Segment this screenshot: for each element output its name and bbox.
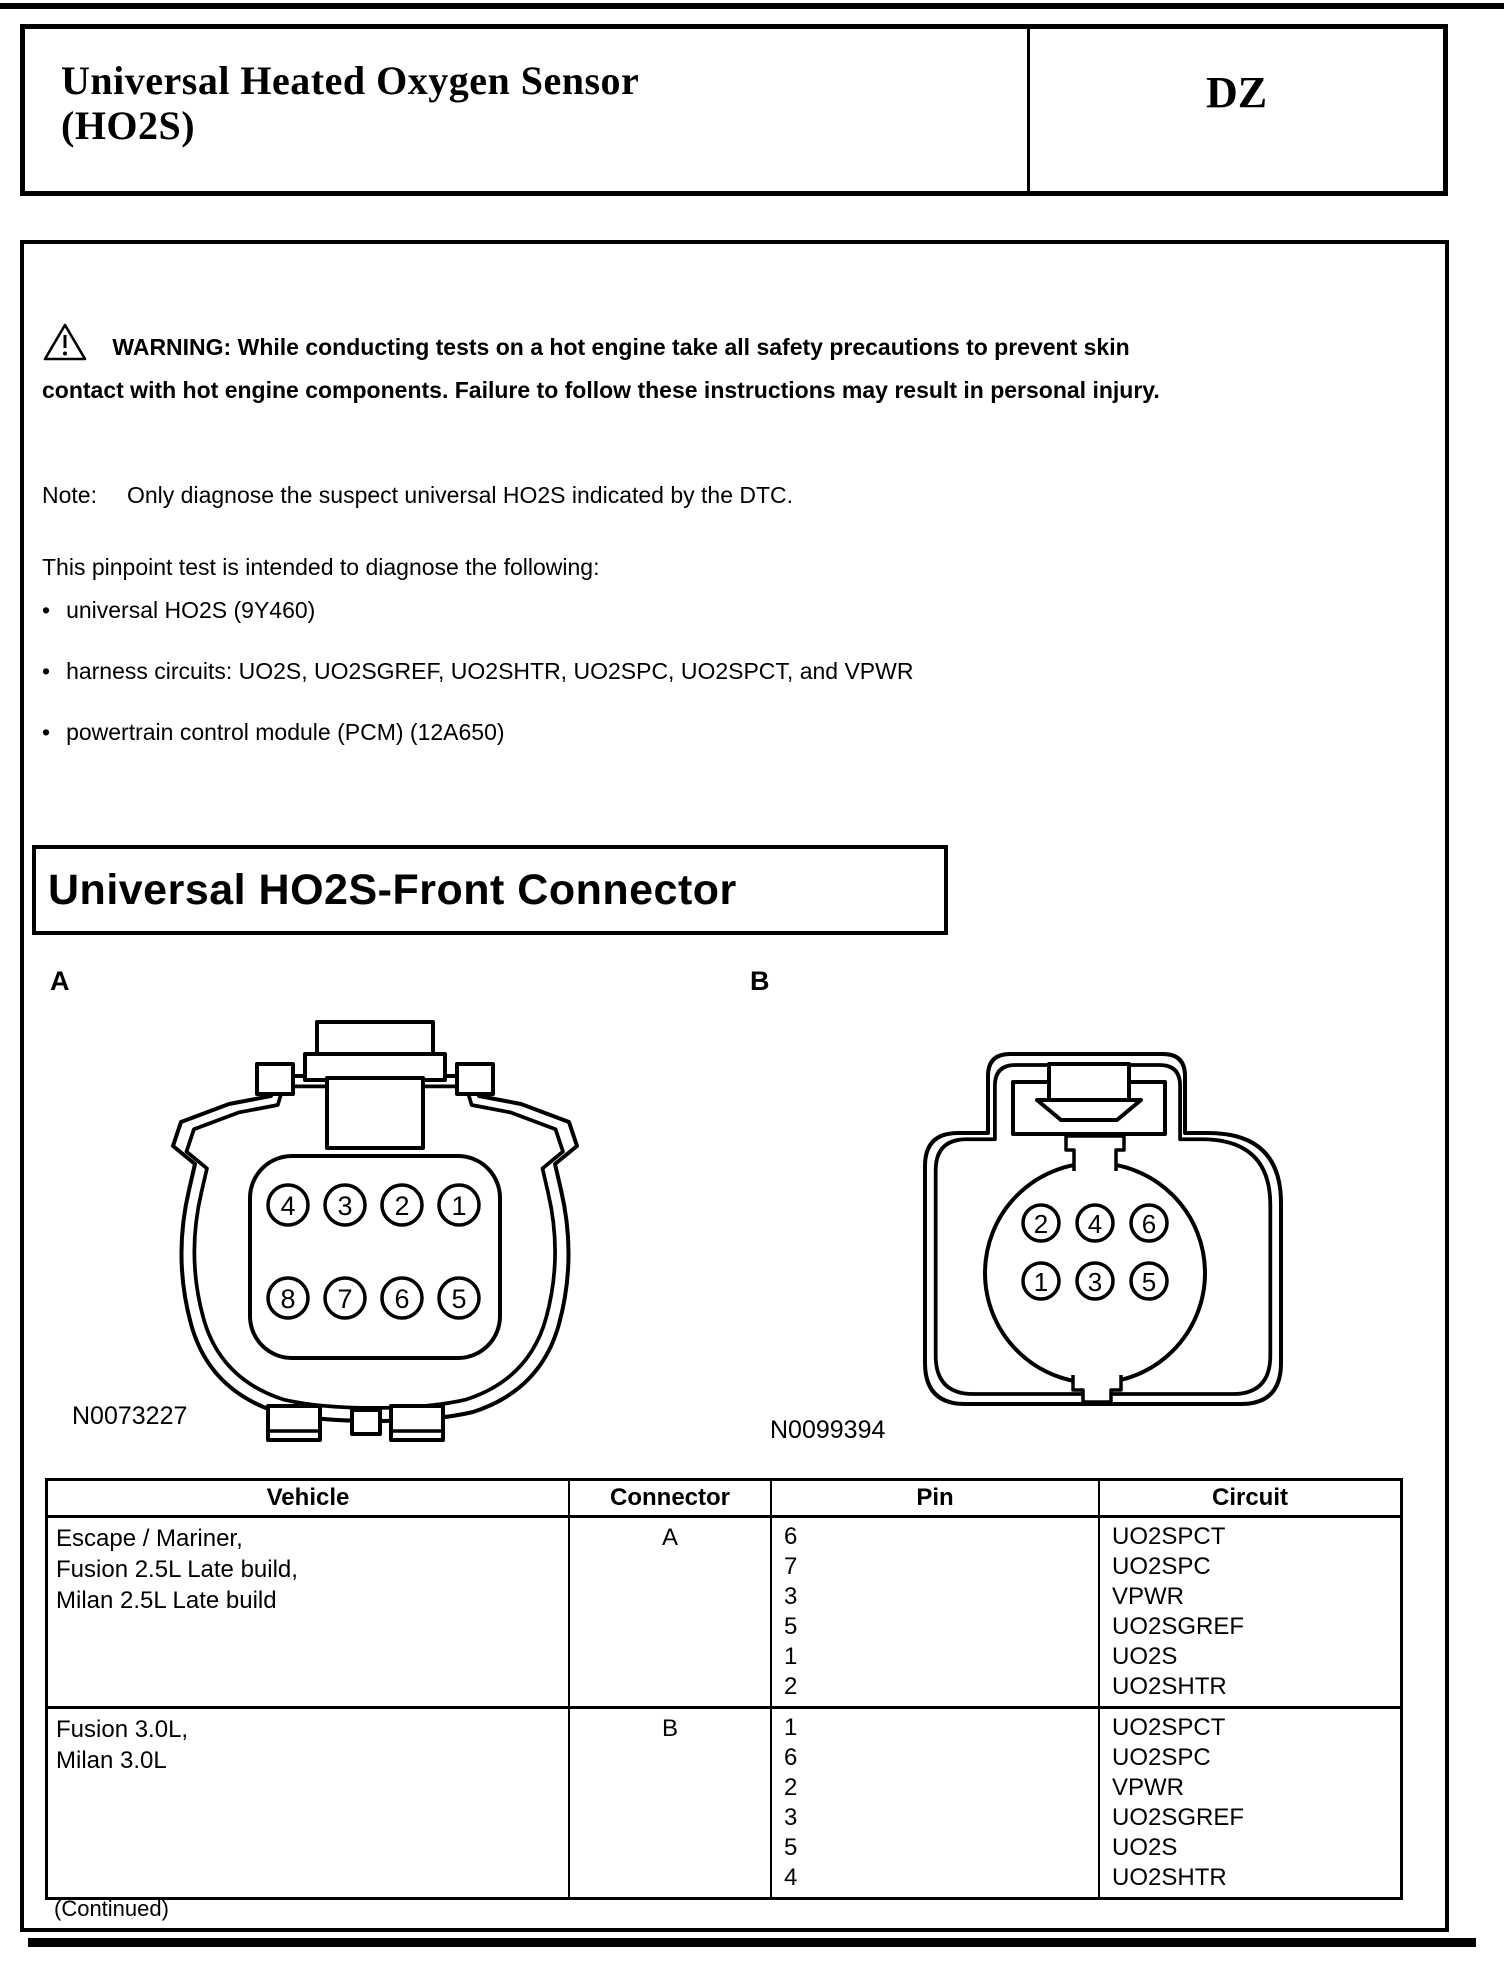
header-box: [20, 24, 1448, 196]
scan-edge-top: [0, 3, 1504, 9]
column-header: Pin: [770, 1481, 1098, 1518]
vehicle-line: Fusion 2.5L Late build,: [56, 1556, 298, 1583]
header-title-cell: [25, 29, 1030, 191]
pin-label: 6: [394, 1284, 410, 1314]
column-header: Circuit: [1098, 1481, 1400, 1518]
connector-b-diagram: [903, 1038, 1298, 1423]
page-title: [61, 59, 1027, 149]
list-item-text: powertrain control module (PCM) (12A650): [66, 719, 505, 745]
circuit-value: UO2SPCT: [1112, 1714, 1226, 1741]
circuit-value: UO2S: [1112, 1834, 1178, 1861]
pin-value: 1: [784, 1714, 798, 1741]
connector-cell: B: [568, 1706, 770, 1897]
pin-value: 3: [784, 1804, 798, 1831]
pin-label: 6: [1141, 1209, 1157, 1239]
section-title-box: [32, 845, 948, 935]
circuit-cell: [1098, 1518, 1400, 1706]
diagnose-list: [42, 596, 1342, 779]
note-line: [42, 482, 793, 509]
vehicle-line: Milan 2.5L Late build: [56, 1587, 277, 1614]
pin-value: 5: [784, 1613, 798, 1640]
page-title-line2: (HO2S): [61, 102, 196, 148]
intro-line: This pinpoint test is intended to diagnose the following:: [42, 554, 600, 580]
circuit-value: UO2SPC: [1112, 1744, 1211, 1771]
circuit-value: VPWR: [1112, 1774, 1184, 1801]
circuit-value: VPWR: [1112, 1583, 1184, 1610]
table-header-row: [48, 1481, 1400, 1518]
circuit-cell: [1098, 1706, 1400, 1897]
pin-label: 7: [337, 1284, 353, 1314]
note-text: Only diagnose the suspect universal HO2S indicated by the DTC.: [126, 482, 794, 508]
circuit-value: UO2SHTR: [1112, 1864, 1227, 1891]
pin-value: 6: [784, 1523, 798, 1550]
warning-label: WARNING:: [112, 334, 232, 360]
circuit-value: UO2SPC: [1112, 1553, 1211, 1580]
pin-cell: [770, 1706, 1098, 1897]
pin-label: 1: [451, 1191, 467, 1221]
pin-value: 6: [784, 1744, 798, 1771]
pin-label: 3: [1087, 1267, 1103, 1297]
figure-id-b: N0099394: [770, 1416, 886, 1444]
section-code: DZ: [1205, 68, 1268, 117]
vehicle-line: Escape / Mariner,: [56, 1525, 243, 1552]
warning-icon: [42, 322, 88, 372]
pin-value: 1: [784, 1643, 798, 1670]
list-item: [42, 657, 1342, 685]
circuit-value: UO2SPCT: [1112, 1523, 1226, 1550]
connector-a-label: A: [50, 966, 70, 996]
list-item-text: universal HO2S (9Y460): [66, 597, 316, 623]
vehicle-line: Fusion 3.0L,: [56, 1716, 189, 1743]
vehicle-cell: [48, 1518, 568, 1706]
pin-label: 5: [451, 1284, 467, 1314]
pin-label: 1: [1033, 1267, 1049, 1297]
warning-paragraph: [42, 322, 1192, 408]
circuit-value: UO2SHTR: [1112, 1673, 1227, 1700]
connector-b-label: B: [750, 966, 770, 996]
pin-value: 7: [784, 1553, 798, 1580]
pin-label: 2: [394, 1191, 410, 1221]
column-header: Vehicle: [48, 1481, 568, 1518]
pin-cell: [770, 1518, 1098, 1706]
column-header: Connector: [568, 1481, 770, 1518]
pin-label: 5: [1141, 1267, 1157, 1297]
pin-label: 8: [280, 1284, 296, 1314]
pin-circuit-table: [45, 1478, 1403, 1900]
pin-value: 2: [784, 1673, 798, 1700]
pin-label: 3: [337, 1191, 353, 1221]
connector-a-diagram: [165, 1008, 585, 1450]
circuit-value: UO2SGREF: [1112, 1804, 1245, 1831]
section-title: Universal HO2S-Front Connector: [48, 865, 737, 914]
scan-edge-bottom: [28, 1938, 1476, 1947]
circuit-value: UO2S: [1112, 1643, 1178, 1670]
circuit-value: UO2SGREF: [1112, 1613, 1245, 1640]
continued-note: (Continued): [54, 1896, 169, 1921]
warning-text: While conducting tests on a hot engine take all safety precautions to prevent skin contact with hot engine components. Failure to follow these instructions may result in personal injury.: [42, 334, 1160, 403]
list-item: [42, 718, 1342, 746]
page-title-line1: Universal Heated Oxygen Sensor: [61, 58, 640, 103]
vehicle-line: Milan 3.0L: [56, 1747, 167, 1774]
connector-cell: A: [568, 1518, 770, 1706]
pin-value: 3: [784, 1583, 798, 1610]
pin-value: 4: [784, 1864, 798, 1891]
vehicle-cell: [48, 1706, 568, 1897]
list-item-text: harness circuits: UO2S, UO2SGREF, UO2SHTR, UO2SPC, UO2SPCT, and VPWR: [66, 658, 914, 684]
pin-label: 2: [1033, 1209, 1049, 1239]
pin-label: 4: [280, 1191, 296, 1221]
pin-value: 5: [784, 1834, 798, 1861]
pin-value: 2: [784, 1774, 798, 1801]
table-row: [48, 1518, 1400, 1706]
table-row: [48, 1706, 1400, 1897]
note-label: Note:: [42, 482, 97, 508]
figure-id-a: N0073227: [72, 1402, 188, 1430]
pin-label: 4: [1087, 1209, 1103, 1239]
list-item: [42, 596, 1342, 624]
